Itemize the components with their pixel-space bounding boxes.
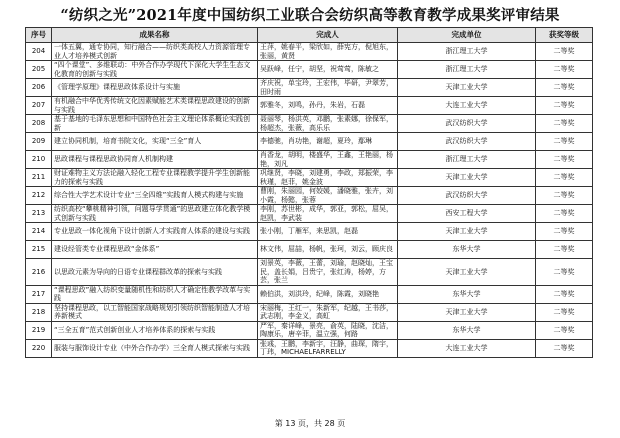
- cell-people: 王萍，姚春平，梁欣如，薛宪方，倪旭东，张丽，黄贤: [258, 43, 398, 61]
- cell-people: 赖伯洪，刘洪玲，纪峰，陈霞，刘晓艳: [258, 285, 398, 303]
- table-row: [26, 241, 593, 259]
- cell-unit: 天津工业大学: [398, 169, 536, 187]
- cell-level: 二等奖: [536, 321, 593, 339]
- cell-level: 二等奖: [536, 43, 593, 61]
- cell-unit: 浙江理工大学: [398, 61, 536, 79]
- cell-unit: 天津工业大学: [398, 79, 536, 97]
- cell-people: 李德驰，肖功艳，谢超，夏玲，鄢琳: [258, 133, 398, 151]
- table-row: [26, 285, 593, 303]
- cell-name: 财证难物主义方法论融入轻化工程专业课程教学提升学生创新能力的探索与实践: [52, 169, 258, 187]
- cell-people: 郭雅冬，刘鸣，孙丹，朱岩，石磊: [258, 97, 398, 115]
- cell-name: 专业思政一体化视角下设计创新人才实践育人体系的建设与实践: [52, 223, 258, 241]
- cell-people: 林文伟，屈喆，杨帆，张珂，刘云，顾庆良: [258, 241, 398, 259]
- cell-level: 二等奖: [536, 115, 593, 133]
- cell-level: 二等奖: [536, 97, 593, 115]
- cell-unit: 东华大学: [398, 241, 536, 259]
- cell-no: 209: [26, 133, 52, 151]
- cell-people: 张小刚，丁雁军，来思凯，赵磊: [258, 223, 398, 241]
- cell-no: 213: [26, 205, 52, 223]
- cell-people: 宋丽梅，王红一，朱新军，纪越，王书莎，武志刚，李金义，高虹: [258, 303, 398, 321]
- table-row: [26, 79, 593, 97]
- cell-name: 一体五翼，通专协同，知行融合——纺织类高校人力资源管理专业人才培养模式创新: [52, 43, 258, 61]
- cell-no: 208: [26, 115, 52, 133]
- cell-unit: 大连工业大学: [398, 339, 536, 357]
- cell-level: 二等奖: [536, 79, 593, 97]
- cell-no: 215: [26, 241, 52, 259]
- cell-unit: 大连工业大学: [398, 97, 536, 115]
- cell-level: 二等奖: [536, 205, 593, 223]
- cell-unit: 武汉纺织大学: [398, 133, 536, 151]
- table-header-row: [26, 28, 593, 43]
- table-row: [26, 223, 593, 241]
- cell-name: 综合性大学艺术设计专业“三全四维”实践育人模式构建与实施: [52, 187, 258, 205]
- header-people: 完成人: [258, 28, 398, 43]
- cell-unit: 西安工程大学: [398, 205, 536, 223]
- cell-unit: 天津工业大学: [398, 223, 536, 241]
- cell-name: 服装与服饰设计专业（中外合作办学）三全育人模式探索与实践: [52, 339, 258, 357]
- cell-no: 204: [26, 43, 52, 61]
- cell-unit: 天津工业大学: [398, 259, 536, 286]
- table-row: [26, 169, 593, 187]
- cell-level: 二等奖: [536, 169, 593, 187]
- cell-name: 坚持课程思政，以工智能国家战略规划引领纺织智能制造人才培养新模式: [52, 303, 258, 321]
- table-row: [26, 339, 593, 357]
- table-row: [26, 43, 593, 61]
- cell-level: 二等奖: [536, 339, 593, 357]
- cell-people: 肖香龙，胡明，楼盛华，王鑫，王艳丽，杨艳，刘凡: [258, 151, 398, 169]
- cell-people: 李刚，苏世彬，成华，郭亚，郭松，屈吴，赵凯，李武装: [258, 205, 398, 223]
- cell-people: 聂丽琴，杨洪英，邓鹏，张素娜，徐保军，杨超杰，张薇，高乐乐: [258, 115, 398, 133]
- header-unit: 完成单位: [398, 28, 536, 43]
- cell-people: 吴跃峰，任宁，胡坚，祝莺莺，陈敏之: [258, 61, 398, 79]
- cell-unit: 东华大学: [398, 285, 536, 303]
- cell-people: 刘景英，李薇，王蕾，刘瑜，赵晓灿，王宝民，盖长娟，吕贵宁，张红涛，杨婷，方芸，张兰: [258, 259, 398, 286]
- cell-level: 二等奖: [536, 303, 593, 321]
- header-name: 成果名称: [52, 28, 258, 43]
- cell-people: 巩继贤，李晓，刘建勇，李政，郑振荣，李秋瑾，赵菲，姚金波: [258, 169, 398, 187]
- cell-name: 建立协同机制，培育书院文化，实现“三全”育人: [52, 133, 258, 151]
- cell-no: 219: [26, 321, 52, 339]
- cell-name: 基于基地的毛泽东思想和中国特色社会主义理论体系概论实践创新: [52, 115, 258, 133]
- document-title: “纺织之光”2021年度中国纺织工业联合会纺织高等教育教学成果奖评审结果: [60, 7, 560, 24]
- cell-no: 216: [26, 259, 52, 286]
- table-row: [26, 205, 593, 223]
- cell-unit: 浙江理工大学: [398, 151, 536, 169]
- cell-level: 二等奖: [536, 133, 593, 151]
- cell-level: 二等奖: [536, 187, 593, 205]
- page-footer: 第 13 页，共 28 页: [274, 419, 346, 428]
- cell-name: 思政课程与课程思政协同育人机制构建: [52, 151, 258, 169]
- cell-level: 二等奖: [536, 223, 593, 241]
- table-row: [26, 321, 593, 339]
- table-row: [26, 133, 593, 151]
- table-row: [26, 259, 593, 286]
- cell-people: 张彧，王鹏，李新宇，汪静，曲琛，隋宇，丁玮，MICHAELFARRELLY: [258, 339, 398, 357]
- cell-no: 214: [26, 223, 52, 241]
- cell-people: 曹刚，朱丽园，何姣媛，潘晓雅，张卉，刘小霞，杨懿，张蓉: [258, 187, 398, 205]
- cell-unit: 浙江理工大学: [398, 43, 536, 61]
- cell-no: 210: [26, 151, 52, 169]
- cell-name: “三全五育”范式创新创业人才培养体系的探索与实践: [52, 321, 258, 339]
- table-row: [26, 61, 593, 79]
- cell-no: 205: [26, 61, 52, 79]
- cell-no: 218: [26, 303, 52, 321]
- cell-no: 217: [26, 285, 52, 303]
- cell-people: 严军，秦详峰，景亮，俞英，陆晓，沈洁，陶康乐，唐辛菲，温立强，何路: [258, 321, 398, 339]
- table-body: [26, 43, 593, 358]
- table-row: [26, 97, 593, 115]
- cell-no: 207: [26, 97, 52, 115]
- cell-unit: 东华大学: [398, 321, 536, 339]
- cell-name: “四个课堂”、多维联动：中外合作办学现代下深化大学生生态文化教育的创新与实践: [52, 61, 258, 79]
- cell-people: 齐庆祝，单宝玲，王宏伟，毕研，尹翠芳，田时雨: [258, 79, 398, 97]
- table-row: [26, 115, 593, 133]
- cell-name: “课程思政”融入纺织变量随机性和纺织人才确定性教学改革与实践: [52, 285, 258, 303]
- header-no: 序号: [26, 28, 52, 43]
- table-row: [26, 303, 593, 321]
- cell-no: 212: [26, 187, 52, 205]
- cell-no: 220: [26, 339, 52, 357]
- table-row: [26, 151, 593, 169]
- cell-unit: 天津工业大学: [398, 303, 536, 321]
- results-table: [25, 27, 593, 358]
- cell-level: 二等奖: [536, 241, 593, 259]
- cell-name: 有机融合中华优秀传统文化因素赋能艺术类课程思政建设的创新与实践: [52, 97, 258, 115]
- table-row: [26, 187, 593, 205]
- cell-level: 二等奖: [536, 151, 593, 169]
- cell-level: 二等奖: [536, 259, 593, 286]
- cell-name: 《管理学原理》课程思政体系设计与实施: [52, 79, 258, 97]
- cell-unit: 武汉纺织大学: [398, 115, 536, 133]
- cell-no: 211: [26, 169, 52, 187]
- cell-name: 纺织高校“攀桃精神引领，问题导学贯通”的思政建立体化教学模式创新与实践: [52, 205, 258, 223]
- cell-level: 二等奖: [536, 285, 593, 303]
- cell-name: 以思政元素为导向的日语专业课程群改革的探索与实践: [52, 259, 258, 286]
- cell-no: 206: [26, 79, 52, 97]
- cell-unit: 武汉纺织大学: [398, 187, 536, 205]
- header-level: 获奖等级: [536, 28, 593, 43]
- cell-name: 建设经管类专业课程思政“金体系”: [52, 241, 258, 259]
- cell-level: 二等奖: [536, 61, 593, 79]
